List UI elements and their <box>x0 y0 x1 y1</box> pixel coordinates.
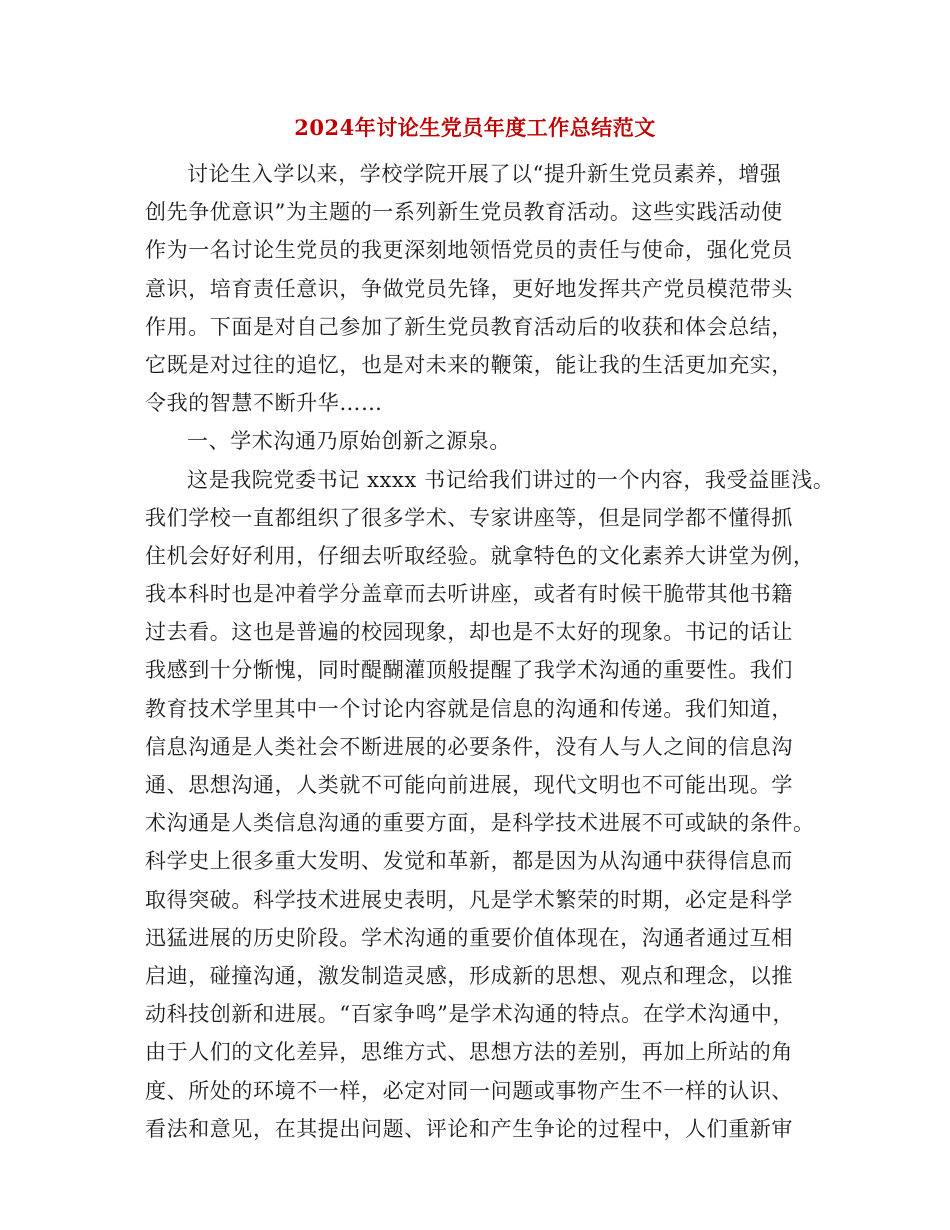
paragraph-1-line-4: 意识，培育责任意识，争做党员先锋，更好地发挥共产党员模范带头 <box>145 276 793 301</box>
paragraph-1-line-7: 令我的智慧不断升华…… <box>145 391 383 416</box>
paragraph-3-line-11: 科学史上很多重大发明、发觉和革新，都是因为从沟通中获得信息而 <box>145 849 793 874</box>
paragraph-3-line-5: 过去看。这也是普遍的校园现象，却也是不太好的现象。书记的话让 <box>145 620 793 645</box>
paragraph-1-line-6: 它既是对过往的追忆，也是对未来的鞭策，能让我的生活更加充实， <box>145 352 793 377</box>
paragraph-3-line-7: 教育技术学里其中一个讨论内容就是信息的沟通和传递。我们知道， <box>145 696 793 721</box>
document-title: 2024年讨论生党员年度工作总结范文 <box>294 115 656 140</box>
paragraph-1-line-5: 作用。下面是对自己参加了新生党员教育活动后的收获和体会总结， <box>145 314 793 339</box>
paragraph-1-line-1: 讨论生入学以来，学校学院开展了以“提升新生党员素养，增强 <box>187 162 782 186</box>
paragraph-3-line-13: 迅猛进展的历史阶段。学术沟通的重要价值体现在，沟通者通过互相 <box>145 925 793 950</box>
section-heading-1: 一、学术沟通乃原始创新之源泉。 <box>187 429 511 454</box>
paragraph-3-line-4: 我本科时也是冲着学分盖章而去听讲座，或者有时候干脆带其他书籍 <box>145 582 793 607</box>
paragraph-3-line-12: 取得突破。科学技术进展史表明，凡是学术繁荣的时期，必定是科学 <box>145 887 793 912</box>
paragraph-3-line-16: 由于人们的文化差异，思维方式、思想方法的差别，再加上所站的角 <box>145 1040 793 1065</box>
paragraph-3-line-6: 我感到十分惭愧，同时醍醐灌顶般提醒了我学术沟通的重要性。我们 <box>145 658 793 683</box>
paragraph-3-line-10: 术沟通是人类信息沟通的重要方面，是科学技术进展不可或缺的条件。 <box>145 811 815 836</box>
paragraph-3-line-15: 动科技创新和进展。“百家争鸣”是学术沟通的特点。在学术沟通中， <box>145 1002 795 1027</box>
paragraph-3-line-18: 看法和意见，在其提出问题、评论和产生争论的过程中，人们重新审 <box>145 1116 793 1141</box>
paragraph-3-line-3: 住机会好好利用，仔细去听取经验。就拿特色的文化素养大讲堂为例， <box>145 543 815 568</box>
paragraph-3-line-1: 这是我院党委书记 xxxx 书记给我们讲过的一个内容，我受益匪浅。 <box>187 467 835 492</box>
paragraph-3-line-8: 信息沟通是人类社会不断进展的必要条件，没有人与人之间的信息沟 <box>145 734 793 759</box>
paragraph-3-line-17: 度、所处的环境不一样，必定对同一问题或事物产生不一样的认识、 <box>145 1078 793 1103</box>
paragraph-1-line-3: 作为一名讨论生党员的我更深刻地领悟党员的责任与使命，强化党员 <box>145 238 793 263</box>
paragraph-3-line-2: 我们学校一直都组织了很多学术、专家讲座等，但是同学都不懂得抓 <box>145 505 793 530</box>
paragraph-3-line-14: 启迪，碰撞沟通，激发制造灵感，形成新的思想、观点和理念，以推 <box>145 963 793 988</box>
document-body <box>145 155 835 1148</box>
paragraph-3-line-9: 通、思想沟通，人类就不可能向前进展，现代文明也不可能出现。学 <box>145 773 793 797</box>
paragraph-1-line-2: 创先争优意识”为主题的一系列新生党员教育活动。这些实践活动使 <box>145 200 783 225</box>
